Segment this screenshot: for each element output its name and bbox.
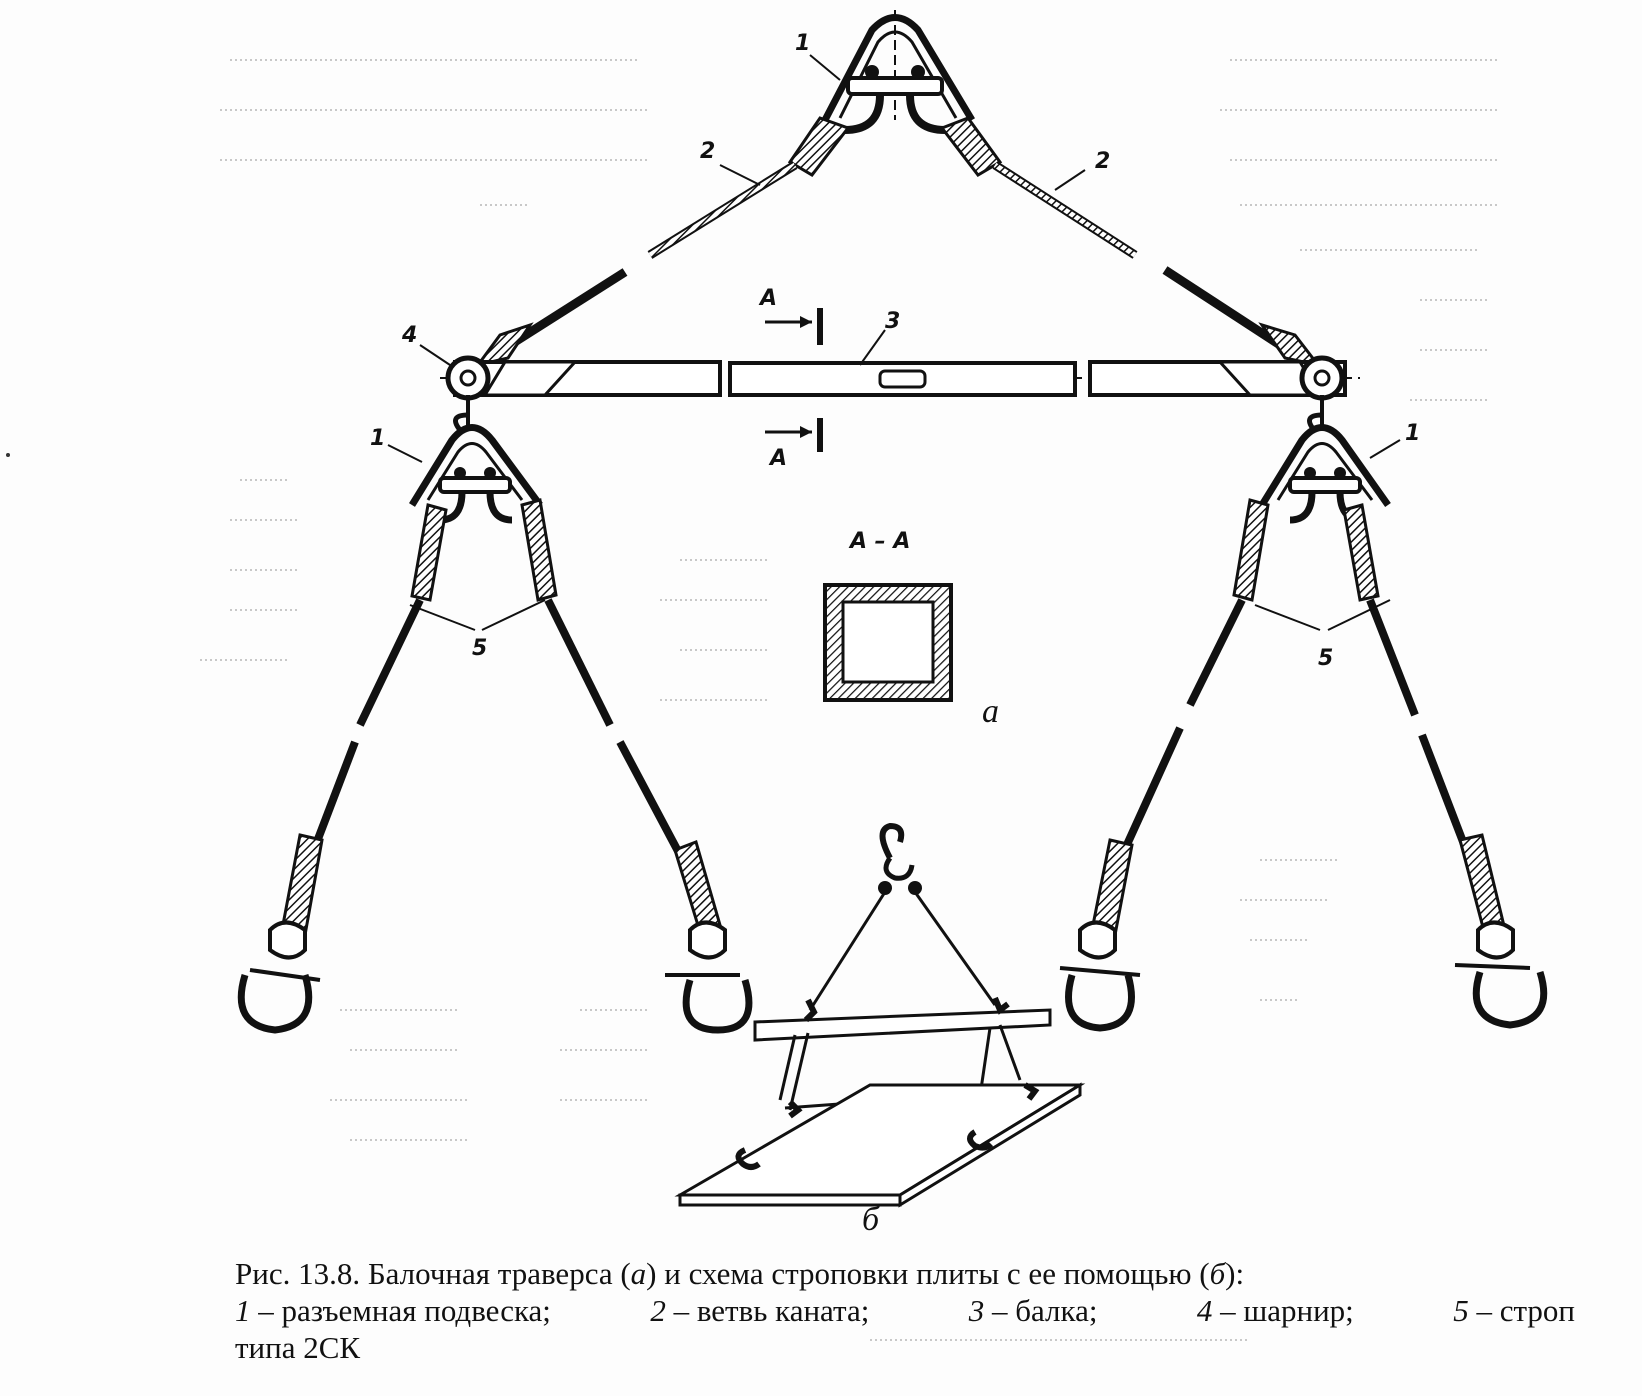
section-title: А – А [850,529,911,554]
label-1-top: 1 [795,31,811,56]
label-2-left: 2 [700,139,716,164]
section-a-a [825,585,951,700]
label-5-right: 5 [1318,646,1334,671]
sling-right-inner [1060,500,1268,1028]
rope-branch-left [478,118,848,365]
legend-item-4: 4 – шарнир; [1196,1293,1354,1328]
section-marker-top [765,308,820,345]
section-label-bottom: А [770,446,788,471]
label-4-hinge: 4 [402,323,418,348]
label-1-right: 1 [1405,421,1421,446]
label-3-beam: 3 [885,309,901,334]
section-label-top: А [760,286,778,311]
part-label-a: а [982,693,999,730]
slinging-scheme [680,826,1080,1205]
top-suspension [825,10,972,130]
lower-suspension-right [1262,415,1388,520]
part-label-b: б [862,1201,880,1238]
sling-left-inner [522,500,749,1030]
legend-item-1: 1 – разъемная подвеска; [235,1293,551,1328]
beam [440,362,1360,395]
label-2-right: 2 [1095,149,1111,174]
legend-item-3: 3 – балка; [968,1293,1098,1328]
label-5-left: 5 [472,636,488,661]
caption-legend [235,1292,1575,1329]
sling-left-outer [241,505,446,1030]
caption-last-line: типа 2СК [235,1330,361,1365]
legend-item-2: 2 – ветвь каната; [650,1293,870,1328]
sling-right-outer [1344,505,1544,1025]
rope-branch-right [942,118,1318,365]
caption-title: Рис. 13.8. Балочная траверса (а) и схема строповки плиты с ее помощью (б): [235,1256,1245,1291]
label-1-left: 1 [370,426,386,451]
figure-caption [235,1255,1575,1366]
legend-item-5: 5 – строп [1453,1293,1575,1328]
